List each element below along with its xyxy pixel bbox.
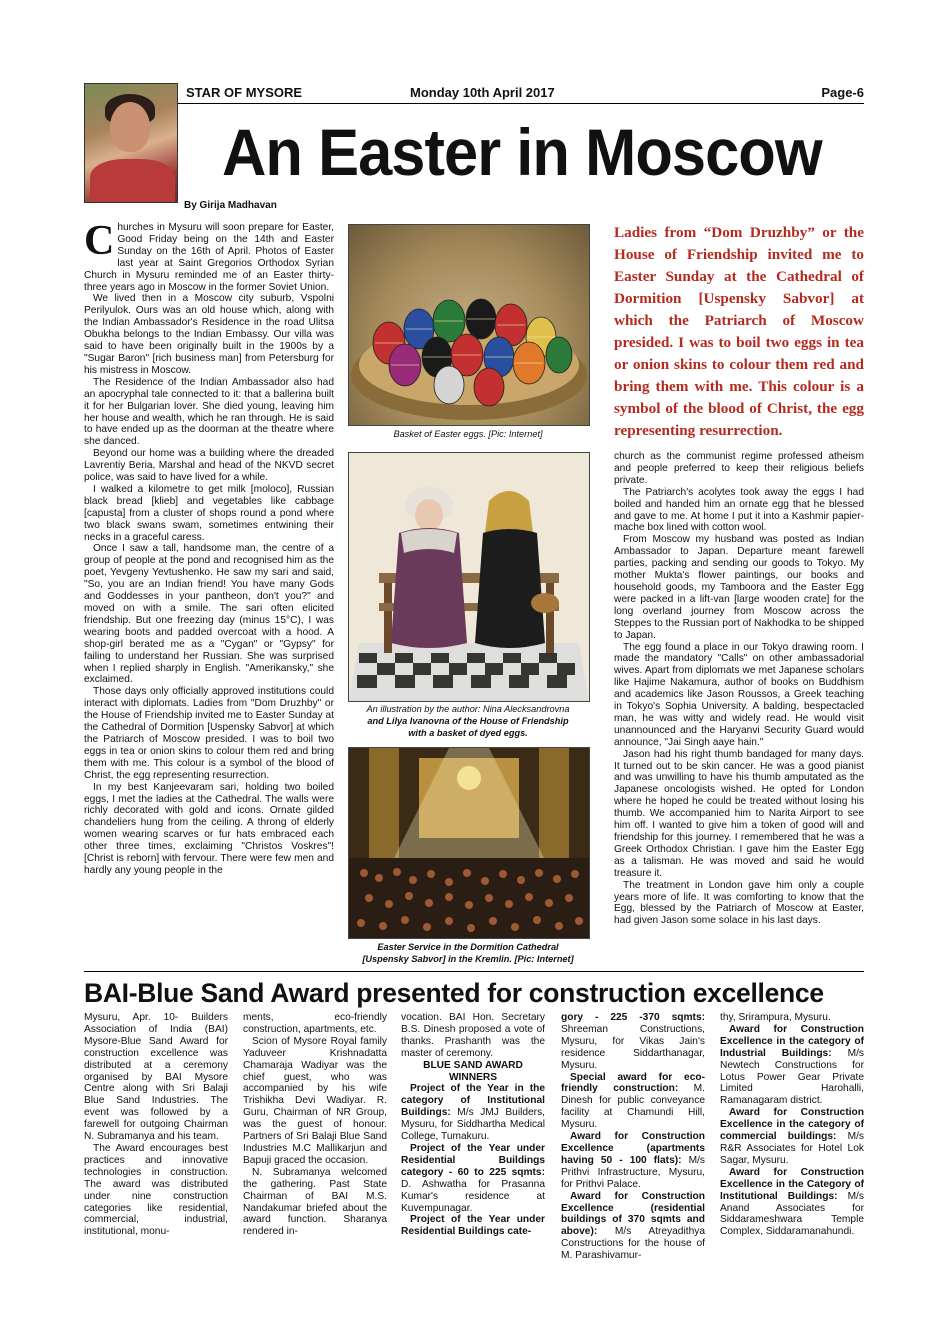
paper-name: STAR OF MYSORE	[186, 85, 303, 100]
paragraph: Jason had his right thumb bandaged for many days. It turned out to be skin cancer. He was a good pianist and was unwilling to have his thumb amputated as the Japanese oncologists wished. He opted for London where he hoped he could be treated without losing his thumb. We accompanied him to Narita Airport to see him off. I wanted to give him a token of good will and friendship for this journey. I remembered that he was a Greek Orthodox Christian. I gave him the Easter Egg as a talisman. He was moved and said he would treasure it.	[614, 748, 864, 879]
paragraph: Once I saw a tall, handsome man, the centre of a group of people at the pond and recognised him as the poet, Yevgeny Yevtushenko. He saw my sari and said, "So, you are an Indian friend! You have many Gods and Goddesses in your pantheon, don't you?" and moved on with a smile. The sari often elicited friendship. But one freezing day (minus 15°C), I was wearing boots and padded overcoat with a hood. A shop-girl berated me as a "Cygan" or "Gypsy" for failing to understand her Russian. She was surprised when I replied sharply in English. "Amerikansky," she exclaimed.	[84, 543, 334, 686]
article-column-1	[84, 218, 334, 877]
section-divider	[84, 971, 864, 972]
paragraph: The Residence of the Indian Ambassador also had an apocryphal tale connected to it: that a ballerina built it for her Bulgarian lover. She died young, leaving him her house and wealth, which he ran through. He is said to have ended up as the doorman at the theatre where she danced.	[84, 376, 334, 448]
award-column-4: gory - 225 -370 sqmts: Shreeman Constructions, Mysuru, for Vikas Jain's residence Siddarthanagar, Mysuru. Special award for eco-friendly construction: M. Dinesh for public conveyance facility at Chamundi Hill, Mysuru. Award for Construction Excellence (apartments having 50 - 100 flats): M/s Prithvi Infrastructure, Mysuru, for Prithvi Palace. Award for Construction Excellence (residential buildings of 370 sqmts and above): M/s Atreyadithya Constructions for the house of M. Parashivamur-	[561, 1012, 706, 1262]
paragraph: The treatment in London gave him only a couple years more of life. It was comforting to know that the Egg, blessed by the Patriarch of Moscow at Easter, had given Jason some solace in his last days.	[614, 879, 864, 927]
issue-date: Monday 10th April 2017	[410, 85, 555, 100]
author-photo	[84, 83, 178, 203]
byline: By Girija Madhavan	[184, 200, 277, 211]
headline: An Easter in Moscow	[222, 115, 822, 189]
award-headline: BAI-Blue Sand Award presented for construction excellence	[84, 978, 824, 1008]
award-column-1: Mysuru, Apr. 10- Builders Association of India (BAI) Mysore-Blue Sand Award for construction excellence was distributed at a ceremony organised by BAI Mysore Centre along with Sri Balaji Blue Sand Industries. The event was followed by a farewell for outgoing Chairman N. Subramanya and his team. The Award encourages best practices and innovative technologies in construction. The award was distributed under nine construction categories like residential, commercial, industrial, institutional, monu-	[84, 1012, 228, 1238]
paragraph: I walked a kilometre to get milk [moloco], Russian black bread [klieb] and vegetables like cabbage [capusta] from a cluster of shops round a pond where two black swans swam, sometimes entwining their necks in a graceful caress.	[84, 483, 334, 543]
paragraph: The Patriarch's acolytes took away the eggs I had boiled and handed him an ornate egg that he blessed and gave to me. At home I put it into a Kashmir papier-mache box lined with cotton wool.	[614, 486, 864, 534]
award-column-5: thy, Srirampura, Mysuru. Award for Construction Excellence in the category of Industrial Buildings: M/s Newtech Constructions for Lotus Power Gear Private Limited Harohalli, Ramanagaram district. Award for Construction Excellence in the category of commercial buildings: M/s R&R Associates for Hotel Lok Sagar, Mysuru. Award for Construction Excellence in the Category of Institutional Buildings: M/s Anand Associates for Siddarameshwara Temple Complex, Siddaramanahundi.	[720, 1012, 864, 1238]
dropcap: C	[84, 218, 115, 264]
winners-title: BLUE SAND AWARD	[423, 1059, 523, 1071]
cathedral-caption: Easter Service in the Dormition Cathedral [Uspensky Sabvor] in the Kremlin. [Pic: Internet]	[362, 942, 574, 964]
illustration-caption: An illustration by the author: Nina Alecksandrovna and Lilya Ivanovna of the House of Friendship with a basket of dyed eggs.	[366, 704, 570, 738]
eggs-caption: Basket of Easter eggs. [Pic: Internet]	[393, 429, 543, 439]
paragraph: We lived then in a Moscow city suburb, Vspolni Perilyulok. Ours was an old house which, along with the Indian Ambassador's Residence in the road Ulitsa Obukha belongs to the Indian Embassy. Our villa was said to have been originally built in the 1900s by a "Sugar Baron" [rich business man] from Petersburg for his mistress in Moscow.	[84, 293, 334, 376]
paragraph: From Moscow my husband was posted as Indian Ambassador to Japan. Departure meant farewell parties, packing and sending our goods to Tokyo. My mother Mukta's flower paintings, our books and household goods, my Tamboora and the Easter Egg were packed in a lift-van [large wooden crate] for the long overland journey from Moscow across the Steppes to the Russian port of Nakhodka to be shipped to Japan.	[614, 534, 864, 641]
award-column-3: vocation. BAI Hon. Secretary B.S. Dinesh proposed a vote of thanks. Prashanth was the master of ceremony. BLUE SAND AWARD WINNERS Project of the Year in the category of Institutional Buildings: M/s JMJ Builders, Mysuru, for Siddhartha Medical College, Tumakuru. Project of the Year under Residential Buildings category - 60 to 225 sqmts: D. Ashwatha for Prasanna Kumar's residence at Kuvempunagar. Project of the Year under Residential Buildings cate-	[401, 1012, 545, 1238]
paragraph: The egg found a place in our Tokyo drawing room. I made the mandatory "Calls" on other ambassadorial wives. Apart from diplomats we met Japanese scholars like Hajime Nakamura, author of books on Buddhism and academics like Jason Roussos, a Greek teaching in Tokyo's Sophia University. A balding, bespectacled man, he was witty and widely read. He would visit unannounced and the Haryanvi Security Guard would announce, "Jai Singh aaye hain."	[614, 641, 864, 748]
illustration-painting	[348, 452, 590, 702]
paragraph: In my best Kanjeevaram sari, holding two boiled eggs, I met the ladies at the Cathedral. The walls were richly decorated with gold and icons. Ornate gilded chandeliers hung from the ceiling. A throng of elderly women wearing scarves or fur hats embraced each other three times, exclaiming "Christos Voskres"! [Christ is reborn] with fervour. There were few men and hardly any young people in the	[84, 781, 334, 876]
pull-quote: Ladies from “Dom Druzhby” or the House of Friendship invited me to Easter Sunday at the Cathedral of Dormition [Uspensky Sabvor] at which the Patriarch of Moscow presided. I was to boil two eggs in tea or onion skins to colour them red and bring them with me. This colour is a symbol of the blood of Christ, the egg representing resurrection.	[614, 224, 864, 439]
article-column-3	[614, 451, 864, 927]
cathedral-photo	[348, 747, 590, 939]
award-column-2: ments, eco-friendly construction, apartments, etc. Scion of Mysore Royal family Yaduveer Krishnadatta Chamaraja Wadiyar was the chief guest, who was accompanied by his wife Trishikha Devi Wadiyar. R. Guru, Chairman of NR Group, was the guest of honour. Partners of Sri Balaji Blue Sand Industries M.C Mallikarjun and Bapuji graced the occasion. N. Subramanya welcomed the gathering. Past State Chairman of BAI M.S. Nandakumar briefed about the award function. Sharanya rendered in-	[243, 1012, 387, 1238]
paragraph: church as the communist regime professed atheism and people preferred to keep their religious beliefs private.	[614, 451, 864, 486]
easter-eggs-photo	[348, 224, 590, 426]
page-number: Page-6	[821, 85, 864, 100]
paragraph: Beyond our home was a building where the dreaded Lavrentiy Beria, Marshal and head of the NKVD secret police, was said to have lived for a while.	[84, 448, 334, 484]
masthead	[84, 83, 864, 104]
paragraph: Those days only officially approved institutions could interact with diplomats. Ladies from "Dom Druzhby" or the House of Friendship invited me to Easter Sunday at the Cathedral of Dormition [Uspensky Sabvor] at which the Patriarch of Moscow presided. I was to boil two eggs in tea or onion skins to colour them red and bring them with me. This colour is a symbol of the blood of Christ, the egg representing resurrection.	[84, 686, 334, 781]
first-paragraph: Churches in Mysuru will soon prepare for Easter, Good Friday being on the 14th and Easter Sunday on the 16th of April. Photos of Easter last year at Saint Gregorios Orthodox Syrian Church in Mysuru reminded me of an Easter thirty-three years ago in Moscow in the former Soviet Union.	[84, 218, 334, 293]
